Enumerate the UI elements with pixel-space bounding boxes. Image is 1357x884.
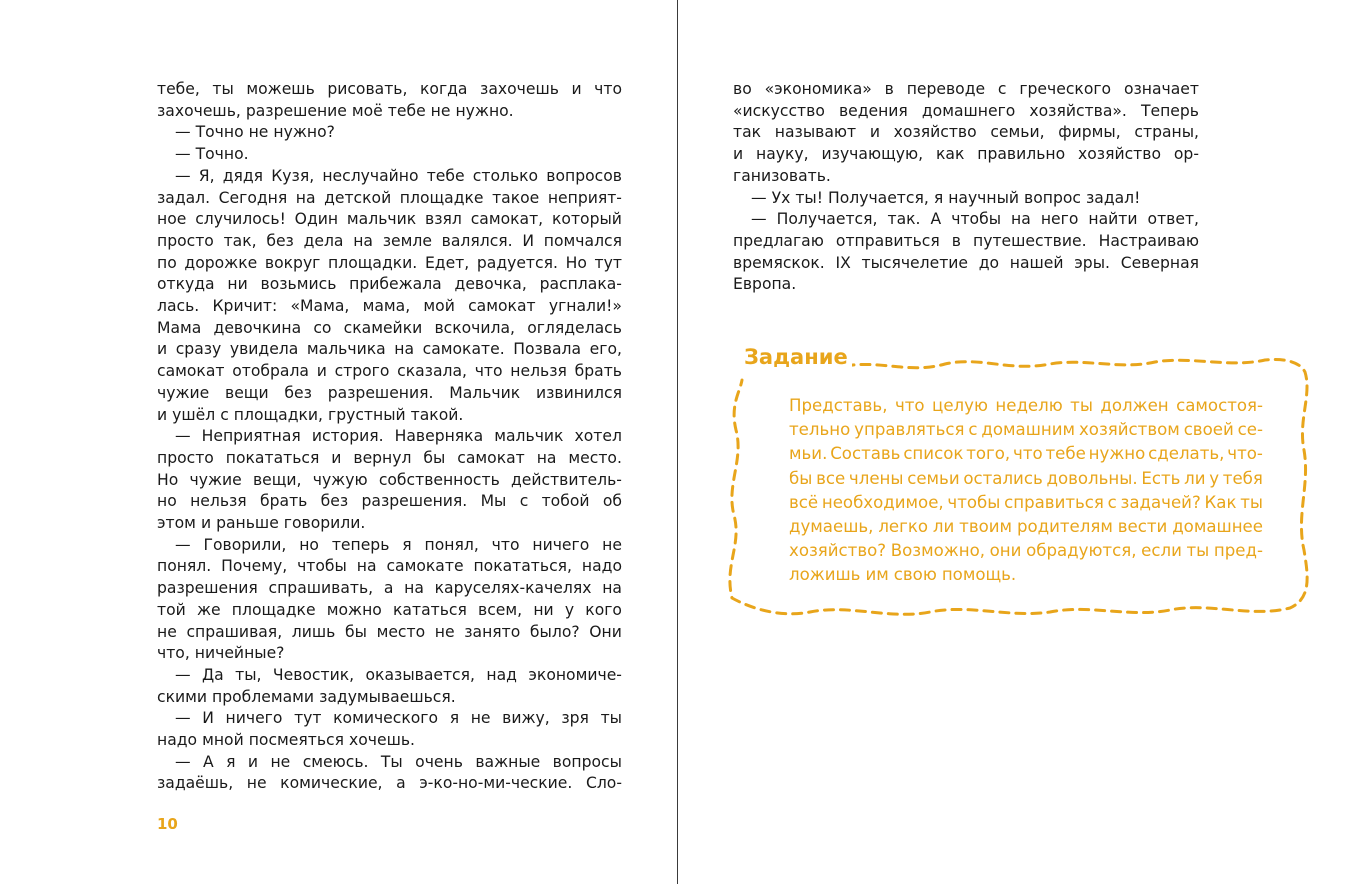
text-line: откуда ни возьмись прибежала девочка, расплака- [157,275,622,294]
text-line: времяскок. IX тысячелетие до нашей эры. Северная [733,253,1199,272]
text-line: во «экономика» в переводе с греческого означает [733,80,1199,98]
text-line: Мама девочкина со скамейки вскочила, огляделась [157,318,622,337]
text-line: и сразу увидела мальчика на самокате. Позвала его, [157,340,622,359]
text-line: Европа. [733,275,797,294]
text-line: всё необходимое, чтобы справиться с задачей? Как ты [789,492,1263,512]
text-line: разрешения спрашивать, а на каруселях-качелях на [157,579,622,598]
text-line: — Я, дядя Кузя, неслучайно тебе столько вопросов [175,166,622,185]
text-line: захочешь, разрешение моё тебе не нужно. [157,101,514,120]
text-line: Представь, что целую неделю ты должен самостоя- [789,396,1263,415]
text-line: чужие вещи без разрешения. Мальчик извинился [157,383,622,402]
text-line: ложишь им свою помощь. [789,565,1017,585]
text-line: — Получается, так. А чтобы на него найти ответ, [751,210,1199,229]
text-line: — Точно. [175,145,249,164]
text-line: просто так, без дела на земле валялся. И помчался [157,231,622,250]
text-line: тельно управляться с домашним хозяйством своей се- [789,420,1263,440]
text-line: самокат отобрала и строго сказала, что нельзя брать [157,362,622,381]
text-line: предлагаю отправиться в путешествие. Настраиваю [733,231,1199,250]
text-line: — Ух ты! Получается, я научный вопрос задал! [751,188,1141,207]
text-line: скими проблемами задумываешься. [157,687,456,706]
text-line: — Говорили, но теперь я понял, что ничего не [175,535,622,554]
page-number: 10 [157,815,178,833]
task-title: Задание [744,345,852,369]
text-line: надо мной посмеяться хочешь. [157,731,415,749]
text-line: той же площадке можно кататься всем, ни у кого [157,600,622,619]
text-line: не спрашивая, лишь бы место не занято было? Они [157,622,622,641]
text-line: «искусство ведения домашнего хозяйства». Теперь [733,101,1199,120]
book-spine [677,0,678,884]
text-line: — Да ты, Чевостик, оказывается, над экономиче- [175,665,622,684]
text-line: по дорожке вокруг площадки. Едет, радуется. Но тут [157,253,622,272]
text-line: мьи. Составь список того, что тебе нужно сделать, что- [789,444,1263,464]
text-line: — Неприятная история. Наверняка мальчик хотел [175,427,622,446]
text-line: Но чужие вещи, чужую собственность действитель- [157,470,622,489]
text-line: — Точно не нужно? [175,123,335,142]
text-line: задаёшь, не комические, а э-ко-но-ми-ческие. Сло- [157,774,622,793]
text-line: что, ничейные? [157,644,285,663]
text-line: и ушёл с площадки, грустный такой. [157,405,464,424]
text-line: этом и раньше говорили. [157,514,366,532]
text-line: лась. Кричит: «Мама, мама, мой самокат угнали!» [157,297,622,315]
text-line: так называют и хозяйство семьи, фирмы, страны, [733,123,1199,142]
text-line: — И ничего тут комического я не вижу, зря ты [175,709,622,728]
text-line: просто покататься и вернул бы самокат на место. [157,448,622,467]
text-line: бы все члены семьи остались довольны. Есть ли у тебя [789,468,1263,488]
text-line: думаешь, легко ли твоим родителям вести домашнее [789,517,1263,536]
text-line: тебе, ты можешь рисовать, когда захочешь и что [157,80,622,98]
text-line: — А я и не смеюсь. Ты очень важные вопросы [175,752,622,771]
text-line: хозяйство? Возможно, они обрадуются, если ты пред- [789,541,1263,561]
text-line: ганизовать. [733,166,831,185]
text-line: понял. Почему, чтобы на самокате покататься, надо [157,557,622,576]
text-line: ное случилось! Один мальчик взял самокат, который [157,210,622,229]
text-line: задал. Сегодня на детской площадке такое неприят- [157,188,622,207]
text-line: но нельзя брать без разрешения. Мы с тобой об [157,492,622,511]
text-line: и науку, изучающую, как правильно хозяйство ор- [733,145,1199,164]
